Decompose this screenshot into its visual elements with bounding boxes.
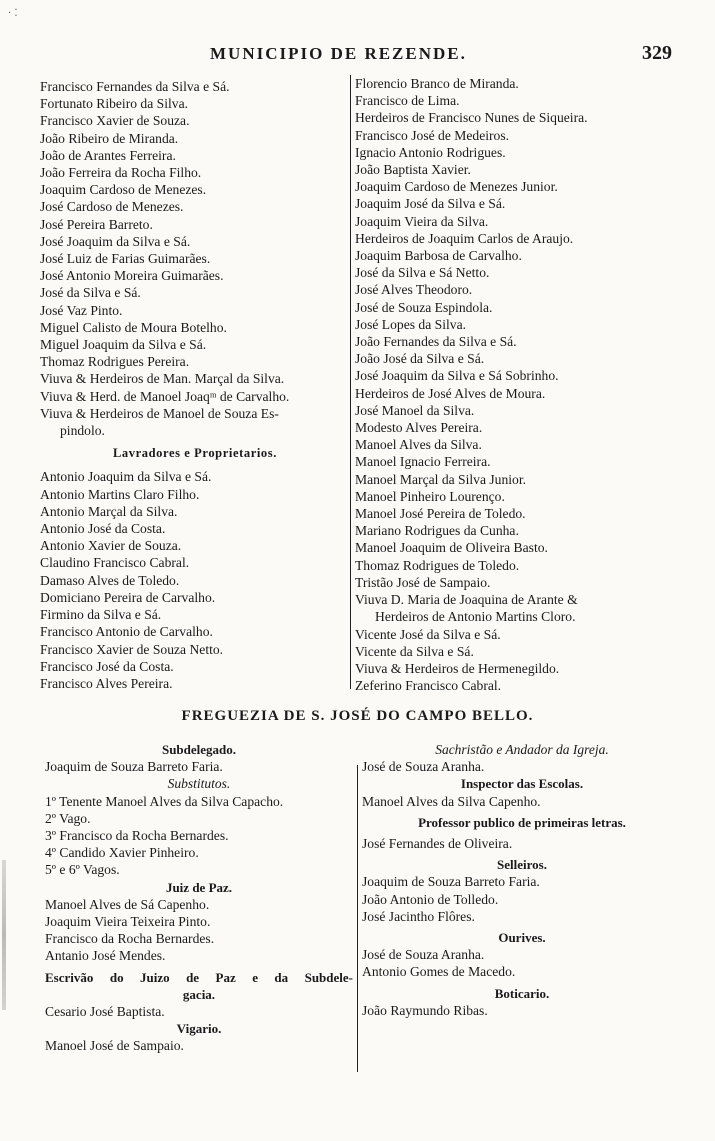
list-item: Joaquim Vieira da Silva. [355,213,489,229]
list-item: Francisco da Rocha Bernardes. [45,931,215,947]
list-item: Modesto Alves Pereira. [355,420,483,436]
list-item: José Joaquim da Silva e Sá. [40,233,191,249]
list-item: Joaquim Cardoso de Menezes. [40,182,207,198]
list-item: Joaquim José da Silva e Sá. [355,196,506,212]
sachristao-name: José de Souza Aranha. [362,759,485,775]
list-item: Viuva & Herdeiros de Hermenegildo. [355,660,560,676]
professor-name: José Fernandes de Oliveira. [362,836,513,852]
list-item: Francisco Xavier de Souza Netto. [40,641,224,657]
list-item: Miguel Calisto de Moura Botelho. [40,319,227,335]
list-item: Francisco Fernandes da Silva e Sá. [40,79,230,94]
list-item: Firmino da Silva e Sá. [40,607,162,623]
list-item: Domiciano Pereira de Carvalho. [40,589,216,605]
page-edge-shadow [2,860,6,1010]
ourives-heading: Ourives. [498,930,546,946]
running-title: MUNICIPIO DE REZENDE. [210,44,467,63]
list-item: João Fernandes da Silva e Sá. [355,334,517,350]
list-item: Ignacio Antonio Rodrigues. [355,144,506,160]
list-item: José Cardoso de Menezes. [40,199,184,215]
top-left-column [40,78,350,692]
list-item: Francisco Alves Pereira. [40,675,173,691]
list-item: José Pereira Barreto. [40,216,153,232]
juiz-list [45,896,353,965]
top-right-column [355,75,675,694]
parish-title: FREGUEZIA DE S. JOSÉ DO CAMPO BELLO. [181,708,534,724]
inspector-heading: Inspector das Escolas. [460,776,584,792]
list-item: Manoel Ignacio Ferreira. [355,454,491,470]
list-item: Herdeiros de Francisco Nunes de Siqueira. [355,110,588,126]
list-item: José Manoel da Silva. [355,402,475,418]
list-item: Joaquim de Souza Barreto Faria. [362,874,540,890]
list-item: José de Souza Aranha. [362,947,485,963]
list-item: José da Silva e Sá. [40,285,141,301]
list-item: 3º Francisco da Rocha Bernardes. [45,828,229,844]
list-item: Manoel Pinheiro Lourenço. [355,488,505,504]
top-right-list [355,75,675,694]
list-item: Herdeiros de José Alves de Moura. [355,385,546,401]
list-item: Viuva D. Maria de Joaquina de Arante & [355,592,578,608]
list-item: Francisco de Lima. [355,93,460,109]
list-item: Thomaz Rodrigues de Toledo. [355,557,520,573]
list-item: Antonio José da Costa. [40,521,166,537]
list-item: José Vaz Pinto. [40,302,123,318]
list-item: João Baptista Xavier. [355,162,471,178]
ourives-list [362,946,682,980]
list-item: Joaquim Vieira Teixeira Pinto. [45,914,211,930]
running-header [0,44,715,64]
inspector-name: Manoel Alves da Silva Capenho. [362,793,541,809]
list-item: Francisco Xavier de Souza. [40,113,190,129]
list-item: Damaso Alves de Toledo. [40,572,180,588]
list-item: Francisco José da Costa. [40,658,174,674]
juiz-heading: Juiz de Paz. [165,879,233,895]
list-item: Herdeiros de Joaquim Carlos de Araujo. [355,230,574,246]
substitutos-heading: Substitutos. [167,776,231,792]
bottom-left-column [45,741,353,1055]
list-item: Joaquim Cardoso de Menezes Junior. [355,179,558,195]
list-item: Thomaz Rodrigues Pereira. [40,354,190,370]
list-item: Francisco Antonio de Carvalho. [40,624,213,640]
boticario-heading: Boticario. [494,985,550,1001]
list-item: Viuva & Herdeiros de Manoel de Souza Es- [40,405,279,421]
list-item: Vicente da Silva e Sá. [355,643,474,659]
list-item: Manoel José Pereira de Toledo. [355,506,526,522]
list-item: José Alves Theodoro. [355,282,473,298]
sachristao-heading: Sachristão e Andador da Igreja. [435,742,609,757]
lavradores-heading: Lavradores e Proprietarios. [113,446,277,461]
list-item: Francisco José de Medeiros. [355,127,510,143]
escrivao-name: Cesario José Baptista. [45,1004,165,1020]
list-item: Joaquim Barbosa de Carvalho. [355,248,522,264]
selleiros-list [362,873,682,925]
list-item: Antonio Marçal da Silva. [40,503,178,519]
list-item: Manoel Joaquim de Oliveira Basto. [355,540,548,556]
column-divider-bottom [357,765,358,1072]
lavradores-list [40,468,350,692]
page-number: 329 [642,42,672,64]
selleiros-heading: Selleiros. [497,857,547,873]
list-item: 5º e 6º Vagos. [45,862,120,878]
vigario-name: Manoel José de Sampaio. [45,1038,184,1054]
list-item: Tristão José de Sampaio. [355,574,491,590]
list-item: 2º Vago. [45,810,91,826]
list-item: Viuva & Herd. de Manoel Joaqᵐ de Carvalho. [40,388,290,404]
escrivao-heading: Escrivão do Juizo de Paz e da Subdele- [45,969,353,985]
list-item: Manoel Marçal da Silva Junior. [355,471,527,487]
list-item: João de Arantes Ferreira. [40,147,176,163]
list-item: Antanio José Mendes. [45,948,166,964]
list-item: João Ferreira da Rocha Filho. [40,165,202,181]
list-item: Miguel Joaquim da Silva e Sá. [40,337,207,353]
list-item: Fortunato Ribeiro da Silva. [40,96,189,112]
list-item: José Luiz de Farias Guimarães. [40,251,211,267]
list-item: Viuva & Herdeiros de Man. Marçal da Silva. [40,371,285,387]
substitutos-list [45,793,353,879]
column-divider-top [350,75,351,689]
print-specks: · ⁚ [8,8,18,19]
vigario-heading: Vigario. [176,1021,222,1037]
list-item: José de Souza Espindola. [355,299,493,315]
list-item: João José da Silva e Sá. [355,351,485,367]
list-item: João Antonio de Tolledo. [362,891,499,907]
list-item: Herdeiros de Antonio Martins Cloro. [375,609,576,625]
list-item: Florencio Branco de Miranda. [355,76,519,91]
list-item: Mariano Rodrigues da Cunha. [355,523,519,539]
boticario-name: João Raymundo Ribas. [362,1002,488,1018]
list-item: José Lopes da Silva. [355,316,467,332]
top-left-list [40,78,350,439]
professor-heading: Professor publico de primeiras letras. [418,814,626,830]
list-item: João Ribeiro de Miranda. [40,130,179,146]
list-item: Claudino Francisco Cabral. [40,555,190,571]
list-item: Antonio Joaquim da Silva e Sá. [40,469,212,485]
list-item: Antonio Xavier de Souza. [40,538,182,554]
list-item: Vicente José da Silva e Sá. [355,626,501,642]
list-item: Antonio Martins Claro Filho. [40,486,200,502]
list-item: 4º Candido Xavier Pinheiro. [45,845,199,861]
list-item: Antonio Gomes de Macedo. [362,964,516,980]
list-item: José Joaquim da Silva e Sá Sobrinho. [355,368,559,384]
list-item: Manoel Alves de Sá Capenho. [45,896,210,912]
bottom-right-column [362,741,682,1019]
list-item: José Jacintho Flôres. [362,908,475,924]
list-item: José da Silva e Sá Netto. [355,265,490,281]
list-item: pindolo. [60,423,105,439]
escrivao-heading-cont: gacia. [182,986,216,1002]
list-item: Zeferino Francisco Cabral. [355,678,502,694]
list-item: José Antonio Moreira Guimarães. [40,268,224,284]
list-item: Manoel Alves da Silva. [355,437,482,453]
subdelegado-heading: Subdelegado. [161,742,237,757]
subdelegado-name: Joaquim de Souza Barreto Faria. [45,759,223,775]
list-item: 1º Tenente Manoel Alves da Silva Capacho. [45,793,284,809]
